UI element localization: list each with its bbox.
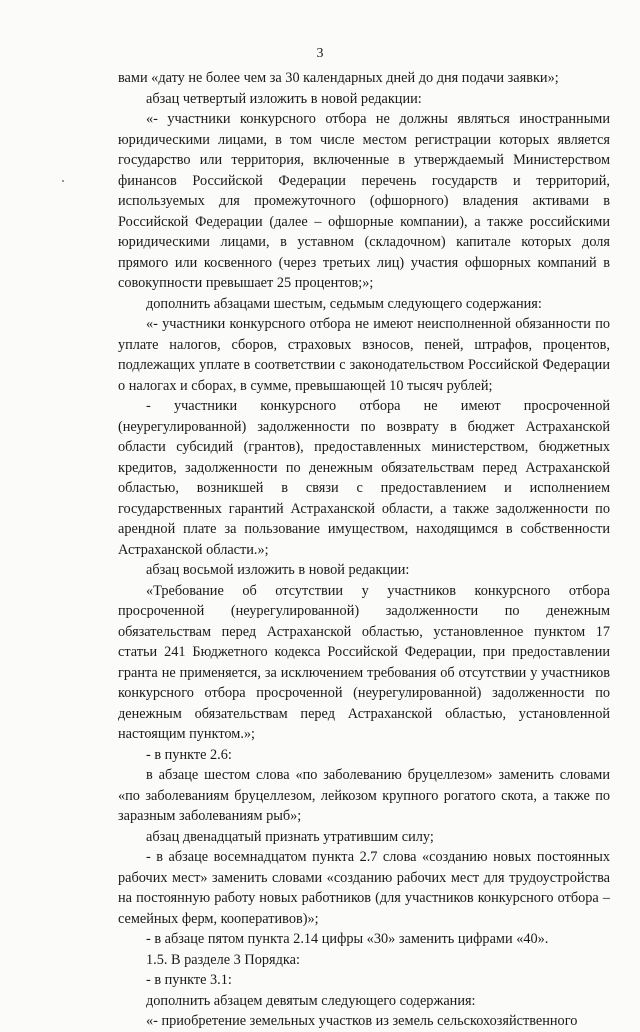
paragraph: абзац четвертый изложить в новой редакции: [146,90,422,107]
paragraph: - в абзаце восемнадцатом пункта 2.7 слова «созданию новых постоянных рабочих мест» заменить словами «созданию рабочих мест для трудоустройства на постоянную работу новых работников (для участников конкурсного отбора – семейных ферм, кооперативов)»; [118,849,610,927]
paragraph: 1.5. В разделе 3 Порядка: [146,951,300,968]
paragraph: вами «дату не более чем за 30 календарных дней до дня подачи заявки»; [118,70,559,86]
page-number: 3 [316,46,324,61]
paragraph: дополнить абзацем девятым следующего содержания: [146,992,476,1009]
paragraph: «Требование об отсутствии у участников конкурсного отбора просроченной (неурегулированной) задолженности по денежным обязательствам перед Астраханской областью, установленное пунктом 17 статьи 241 Бюджетного кодекса Российской Федерации, при предоставлении гранта не применяется, за исключением требования об отсутствии у участников конкурсного отбора просроченной (неурегулированной) задолженности по денежным обязательствам перед Астраханской областью, установленной настоящим пунктом.»; [118,582,610,742]
scan-speck [62,180,64,182]
paragraph: «- участники конкурсного отбора не имеют неисполненной обязанности по уплате налогов, сборов, страховых взносов, пеней, штрафов, процентов, подлежащих уплате в соответствии с законодательством Российской Федерации о налогах и сборах, в сумме, превышающей 10 тысяч рублей; [118,316,610,394]
paragraph: в абзаце шестом слова «по заболеванию бруцеллезом» заменить словами «по заболеваниям бруцеллезом, лейкозом крупного рогатого скота, а также по заразным заболеваниям рыб»; [118,767,610,824]
paragraph: - участники конкурсного отбора не имеют просроченной (неурегулированной) задолженности по возврату в бюджет Астраханской области субсидий (грантов), предоставленных министерством, бюджетных кредитов, задолженности по денежным обязательствам перед Астраханской областью, возникшей в связи с предоставлением и исполнением государственных гарантий Астраханской области, а также задолженности по арендной плате за пользование имуществом, находящимся в собственности Астраханской области.»; [118,398,610,558]
paragraph: абзац двенадцатый признать утратившим силу; [146,828,434,845]
paragraph: - в абзаце пятом пункта 2.14 цифры «30» заменить цифрами «40». [146,931,549,947]
paragraph: - в пункте 2.6: [146,746,232,763]
paragraph: абзац восьмой изложить в новой редакции: [146,562,410,578]
document-body [118,68,610,1032]
paragraph: дополнить абзацами шестым, седьмым следующего содержания: [146,295,542,312]
paragraph: - в пункте 3.1: [146,972,232,988]
paragraph: «- приобретение земельных участков из земель сельскохозяйственного [146,1013,578,1029]
paragraph: «- участники конкурсного отбора не должны являться иностранными юридическими лицами, в том числе местом регистрации которых является государство или территория, включенные в утверждаемый Министерством финансов Российской Федерации перечень государств и территорий, используемых для промежуточного (офшорного) владения активами в Российской Федерации (далее – офшорные компании), а также российскими юридическими лицами, в уставном (складочном) капитале которых доля прямого или косвенного (через третьих лиц) участия офшорных компаний в совокупности превышает 25 процентов;»; [118,111,610,291]
